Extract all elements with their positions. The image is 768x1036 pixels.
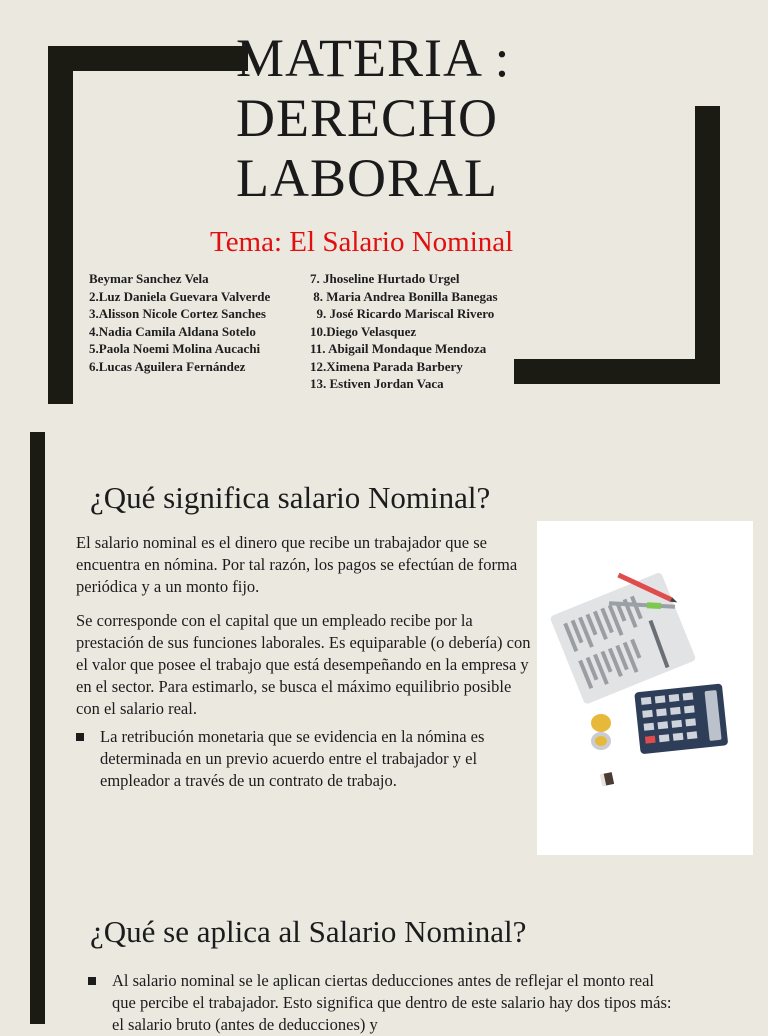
member-name: 8. Maria Andrea Bonilla Banegas <box>310 288 498 304</box>
bullet-square-icon <box>76 733 84 741</box>
slide-heading: ¿Qué significa salario Nominal? <box>90 480 491 515</box>
content-slide-definition <box>0 432 768 866</box>
frame-bar-top-left-vertical <box>48 46 73 404</box>
slide-heading: ¿Qué se aplica al Salario Nominal? <box>90 914 527 949</box>
bullet-text: Al salario nominal se le aplican ciertas deducciones antes de reflejar el monto real que percibe el trabajador. Esto significa que dentro de este salario hay dos tipos más: el salario bruto (antes de deducciones) y <box>112 971 672 1034</box>
bullet-square-icon <box>88 977 96 985</box>
bullet-item <box>88 970 678 1036</box>
member-name: 10.Diego Velasquez <box>310 323 417 339</box>
definition-paragraph: El salario nominal es el dinero que recibe un trabajador que se encuentra en nómina. Por tal razón, los pagos se efectúan de forma periódica y a un monto fijo. <box>76 533 518 596</box>
frame-bar-right-vertical <box>695 106 720 384</box>
frame-bar-bottom-right-horizontal <box>514 359 720 384</box>
member-name: 13. Estiven Jordan Vaca <box>310 376 444 391</box>
slide-title <box>236 28 656 208</box>
member-name: 9. José Ricardo Mariscal Rivero <box>310 306 495 321</box>
member-name: 3.Alisson Nicole Cortez Sanches <box>89 306 266 321</box>
explanation-paragraph: Se corresponde con el capital que un empleado recibe por la prestación de sus funciones laborales. Es equiparable (o debería) con el valor que posee el trabajo que está desempeñando en la empresa y en el sector. Para estimarlo, se busca el máximo equilibrio posible con el salario real. <box>76 611 531 718</box>
member-name: 6.Lucas Aguilera Fernández <box>89 358 246 374</box>
member-name: Beymar Sanchez Vela <box>89 271 209 286</box>
member-name: 11. Abigail Mondaque Mendoza <box>310 341 487 356</box>
frame-bar-top-left-horizontal <box>48 46 248 71</box>
member-name: 5.Paola Noemi Molina Aucachi <box>89 341 261 356</box>
title-slide <box>0 0 768 420</box>
bullet-text: La retribución monetaria que se evidencia en la nómina es determinada en un previo acuerdo entre el trabajador y el empleador a través de un contrato de trabajo. <box>100 727 485 790</box>
member-name: 12.Ximena Parada Barbery <box>310 358 463 374</box>
members-list-left <box>89 270 270 375</box>
bullet-item <box>76 726 536 792</box>
member-name: 4.Nadia Camila Aldana Sotelo <box>89 323 256 339</box>
member-name: 2.Luz Daniela Guevara Valverde <box>89 288 271 304</box>
members-list-right <box>310 270 498 393</box>
member-name: 7. Jhoseline Hurtado Urgel <box>310 271 460 286</box>
slide-left-accent-bar <box>30 432 45 866</box>
slide-left-accent-bar <box>30 866 45 1024</box>
calculator-paperwork-coins-illustration <box>537 521 753 855</box>
topic-subtitle: Tema: El Salario Nominal <box>210 226 514 258</box>
title-line: MATERIA : <box>236 28 511 88</box>
title-line: LABORAL <box>236 148 498 208</box>
content-slide-deductions <box>0 866 768 1034</box>
title-line: DERECHO <box>236 88 498 148</box>
